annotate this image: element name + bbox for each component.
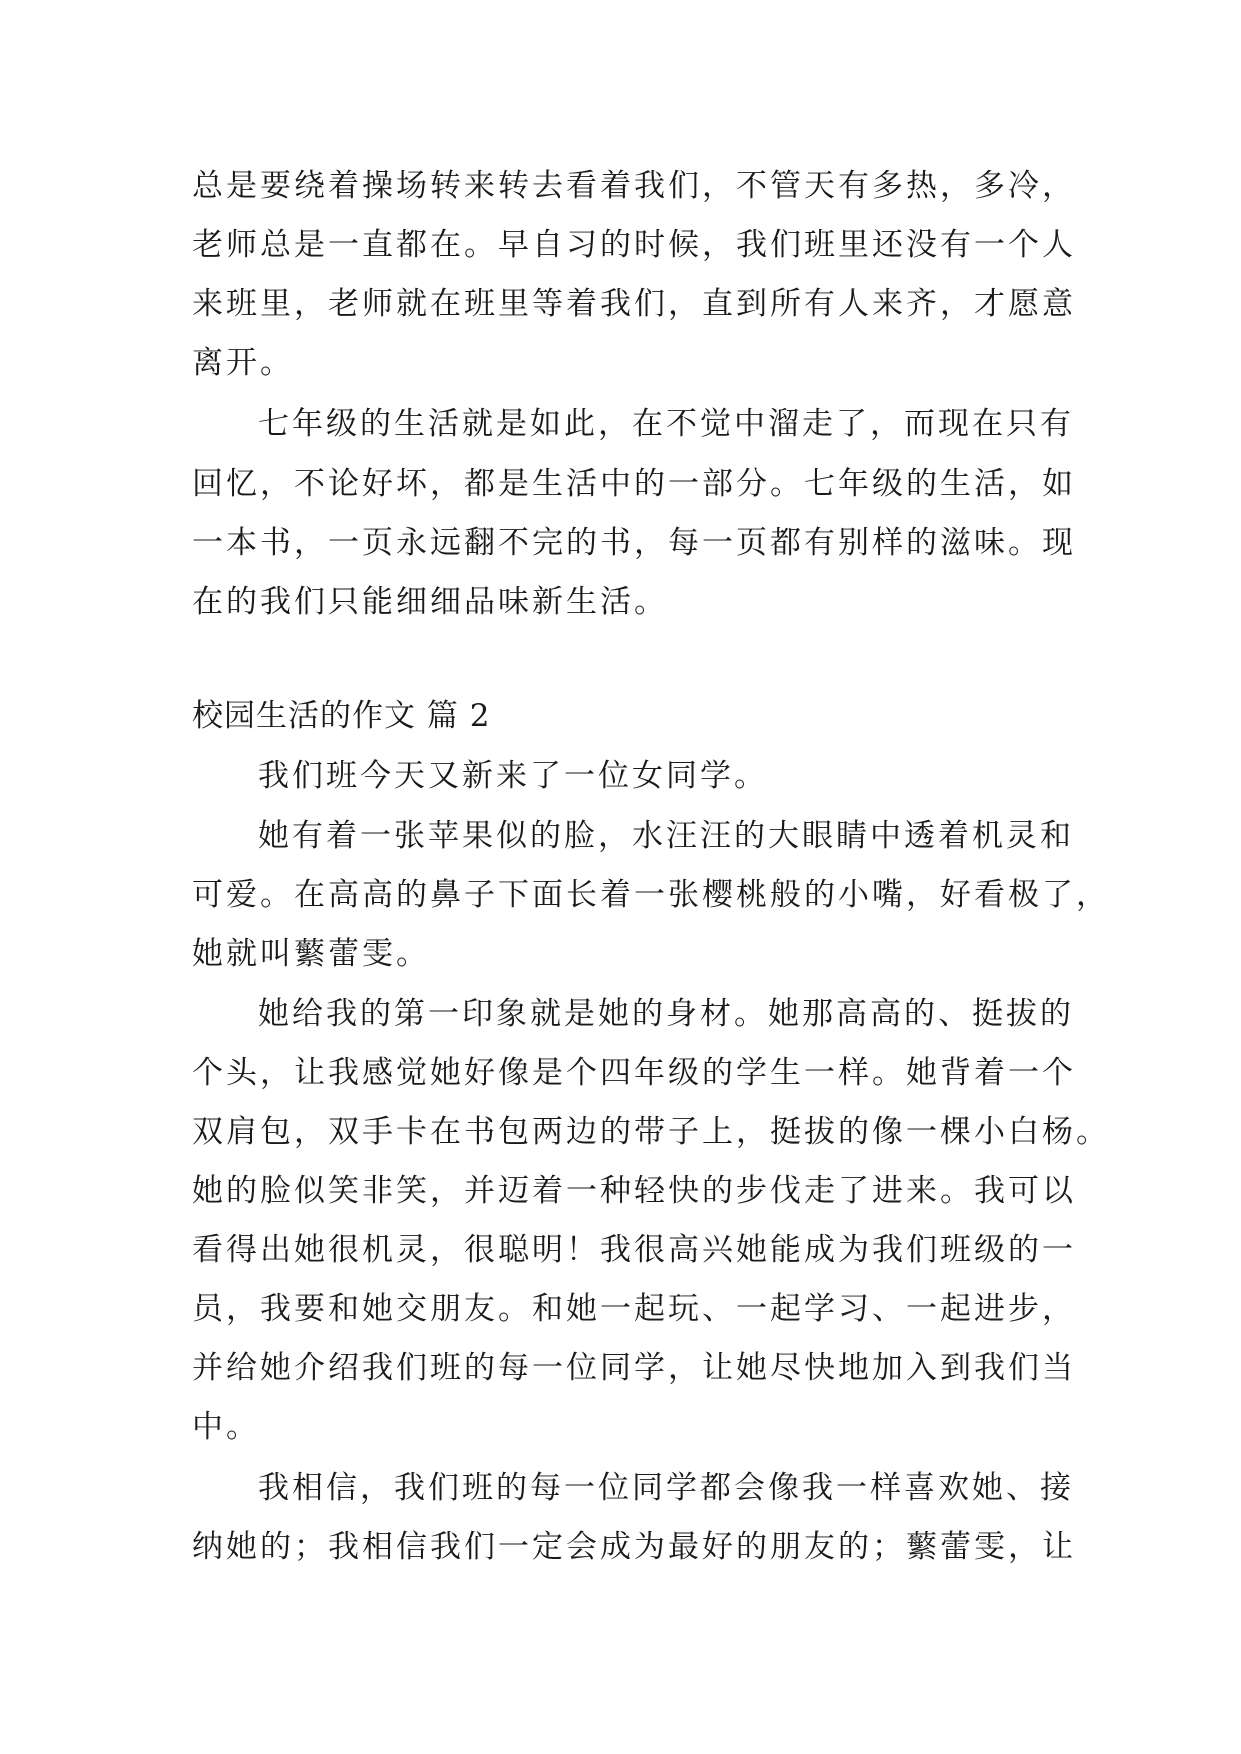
- text-line: 七年级的生活就是如此，在不觉中溜走了，而现在只有: [258, 406, 1074, 442]
- text-line: 总是要绕着操场转来转去看着我们，不管天有多热，多冷，: [192, 168, 1076, 204]
- text-line: 个头，让我感觉她好像是个四年级的学生一样。她背着一个: [192, 1055, 1076, 1091]
- text-line: 一本书，一页永远翻不完的书，每一页都有别样的滋味。现: [192, 525, 1076, 561]
- text-line: 在的我们只能细细品味新生活。: [192, 584, 668, 620]
- text-line: 老师总是一直都在。早自习的时候，我们班里还没有一个人: [192, 227, 1076, 263]
- text-line: 回忆，不论好坏，都是生活中的一部分。七年级的生活，如: [192, 466, 1076, 502]
- text-line: 可爱。在高高的鼻子下面长着一张樱桃般的小嘴，好看极了，: [192, 877, 1110, 913]
- text-line: 离开。: [192, 345, 294, 381]
- text-line: 来班里，老师就在班里等着我们，直到所有人来齐，才愿意: [192, 286, 1076, 322]
- text-line: 她就叫蘩蕾雯。: [192, 936, 430, 972]
- text-line: 我相信，我们班的每一位同学都会像我一样喜欢她、接: [258, 1470, 1074, 1506]
- text-line: 双肩包，双手卡在书包两边的带子上，挺拔的像一棵小白杨。: [192, 1114, 1110, 1150]
- text-line: 她有着一张苹果似的脸，水汪汪的大眼睛中透着机灵和: [258, 818, 1074, 854]
- text-line: 她的脸似笑非笑，并迈着一种轻快的步伐走了进来。我可以: [192, 1173, 1076, 1209]
- text-line: 员，我要和她交朋友。和她一起玩、一起学习、一起进步，: [192, 1291, 1076, 1327]
- text-line: 她给我的第一印象就是她的身材。她那高高的、挺拔的: [258, 996, 1074, 1032]
- text-line: 中。: [192, 1409, 260, 1445]
- text-line: 纳她的；我相信我们一定会成为最好的朋友的；蘩蕾雯，让: [192, 1529, 1076, 1565]
- section-heading: 校园生活的作文 篇 2: [192, 698, 491, 734]
- text-line: 并给她介绍我们班的每一位同学，让她尽快地加入到我们当: [192, 1350, 1076, 1386]
- text-line: 我们班今天又新来了一位女同学。: [258, 758, 768, 794]
- text-line: 看得出她很机灵，很聪明！我很高兴她能成为我们班级的一: [192, 1232, 1076, 1268]
